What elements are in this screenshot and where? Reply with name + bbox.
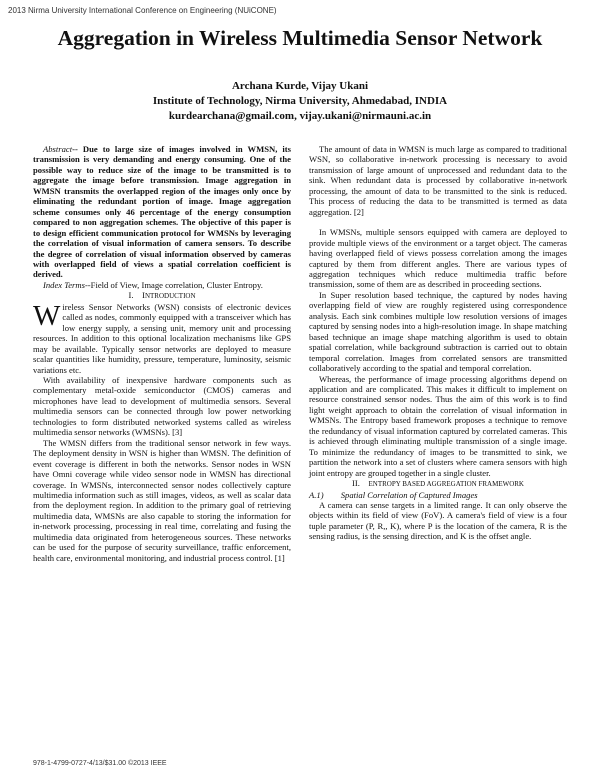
abstract-label: Abstract (43, 144, 73, 154)
right-column (309, 144, 567, 542)
paper-title: Aggregation in Wireless Multimedia Sensor Network (57, 26, 543, 50)
section-first-letter: I (142, 290, 145, 301)
abstract (33, 144, 291, 280)
section-numeral: I. (128, 290, 134, 301)
intro-paragraph-1 (33, 299, 291, 375)
section2-numeral: II. (352, 478, 360, 489)
left-column (33, 144, 291, 563)
section-title-rest: NTRODUCTION (144, 292, 196, 301)
section-heading-introduction (33, 290, 291, 301)
drop-cap: W (33, 299, 61, 332)
author-names: Archana Kurde, Vijay Ukani (231, 80, 369, 92)
right-paragraph-5: A camera can sense targets in a limited range. It can only observe the objects within its field of view (FoV). A camera's field of view is a four tuple parameter (P, R,, K), where P is the location of the camera, R is the sensing radius, is the sensing direction, and K is the offset angle. (309, 499, 567, 542)
author-emails: kurdearchana@gmail.com, vijay.ukani@nirmauni.ac.in (168, 110, 432, 122)
right-paragraph-3: In Super resolution based technique, the captured by nodes having overlapping field of view are roughly registered using correspondence analysis. Each sink combines multiple low resolution versions of images captured by sensing nodes into a high-resolution image. In shape matching based technique an image shape matching algorithm is used to obtain spatial correlation, while background subtraction is carried out to obtain temporal correlation. Images from correlated sensors are transmitted collaboratively according to the spatial and temporal correlation. (309, 289, 567, 374)
right-paragraph-4: Whereas, the performance of image processing algorithms depend on application and are complicated. This makes it difficult to implement on resource constrained sensor nodes. Thus the aim of this work is to find light weight approach to obtain the correlation of visual information in WMSNs. The Entropy based framework proposes a technique to remove the redundancy of visual information captured by correlated cameras. This is achieved through eliminating multiple transmission of a single image. To minimize the redundancy of images to be transmitted to sink, we partition the network into a set of clusters where camera sensors with high joint entropy are grouped together in a single cluster. (309, 373, 567, 478)
right-paragraph-2: In WMSNs, multiple sensors equipped with camera are deployed to provide multiple views of the environment or a target object. The cameras having overlapped field of views possess correlation among the images captured by them from different angles. There are various types of aggregation techniques which reduce multimedia traffic before transmission, some of them are as described in proceeding sections. (309, 227, 567, 290)
index-terms-label: Index Terms (43, 279, 85, 290)
section2-title: ENTROPY BASED AGGREGATION FRAMEWORK (368, 480, 524, 489)
index-terms-text: --Field of View, Image correlation, Cluster Entropy. (84, 279, 263, 290)
abstract-text: -- Due to large size of images involved in WMSN, its transmission is very demanding and energy consuming. One of the possible way to reduce size of the image to be transmitted is to aggregate the image before transmission. Image aggregation in WMSN transmits the overlapped region of the images only once by eliminating the redundant portion of image. Image aggregation scheme consumes only 46 percentage of the energy consumption compared to non aggregation schemes. The objective of this paper is to design efficient communication protocol for WMSNs by leveraging the correlation of visual information of camera sensors. To describe the degree of correlation of visual information observed by cameras with overlapped field of views a spatial correlation coefficient is derived. (33, 144, 291, 280)
intro-paragraph-2: With availability of inexpensive hardware components such as complementary metal-oxide semiconductor (CMOS) cameras and microphones have lead to development of multimedia sensors. Several multimedia sensors can be connected through low power networking technologies to form distributed networked systems called as wireless multimedia sensor networks (WMSNs). [3] (33, 374, 291, 438)
intro-paragraph-1-text: ireless Sensor Networks (WSN) consists of electronic devices called as nodes, commonly equipped with a transceiver which has low energy supply, a sensing unit, memory unit and processing resources. In addition to this optional localization mechanisms like GPS may be available. Typically sensor networks are deployed to measure scalar quantities like humidity, pressure, temperature, luminosity, seismic variations etc. (33, 301, 291, 375)
right-paragraph-1: The amount of data in WMSN is much large as compared to traditional WSN, so collaborative in-network processing is necessary to avoid transmission of large amount of unprocessed and redundant data to the sink. When redundant data is processed by collaborative in-network processing, the amount of data to be transmitted to the sink is reduced. This process of reducing the data to be transmitted is termed as data aggregation. [2] (309, 144, 567, 217)
conference-header: 2013 Nirma University International Conference on Engineering (NUiCONE) (8, 6, 277, 15)
author-affiliation: Institute of Technology, Nirma University, Ahmedabad, INDIA (152, 95, 448, 107)
index-terms (33, 280, 291, 290)
intro-paragraph-3: The WMSN differs from the traditional sensor network in few ways. The deployment density in WSN is higher than WMSN. The definition of event coverage is different in both the networks. Sensor nodes in WSN have Omni coverage while video sensor node in WMSN has directional coverage. In WMSNs, interconnected sensor nodes collectively capture multimedia information such as still images, videos, as well as scalar data from the deployment region. In addition to the primary goal of retrieving multimedia data, WMSNs are also capable to storing the information for in-network processing, processing in real time, correlating and fusing the multimedia data originated from heterogeneous sources. These networks can be used for the purpose of security surveillance, traffic enforcement, health care, environmental monitoring, and industrial process control. [1] (33, 437, 291, 563)
subsection-heading: A.1) Spatial Correlation of Captured Images (309, 489, 478, 500)
copyright-footer: 978-1-4799-0727-4/13/$31.00 ©2013 IEEE (33, 760, 167, 767)
section-heading-entropy (309, 478, 567, 489)
